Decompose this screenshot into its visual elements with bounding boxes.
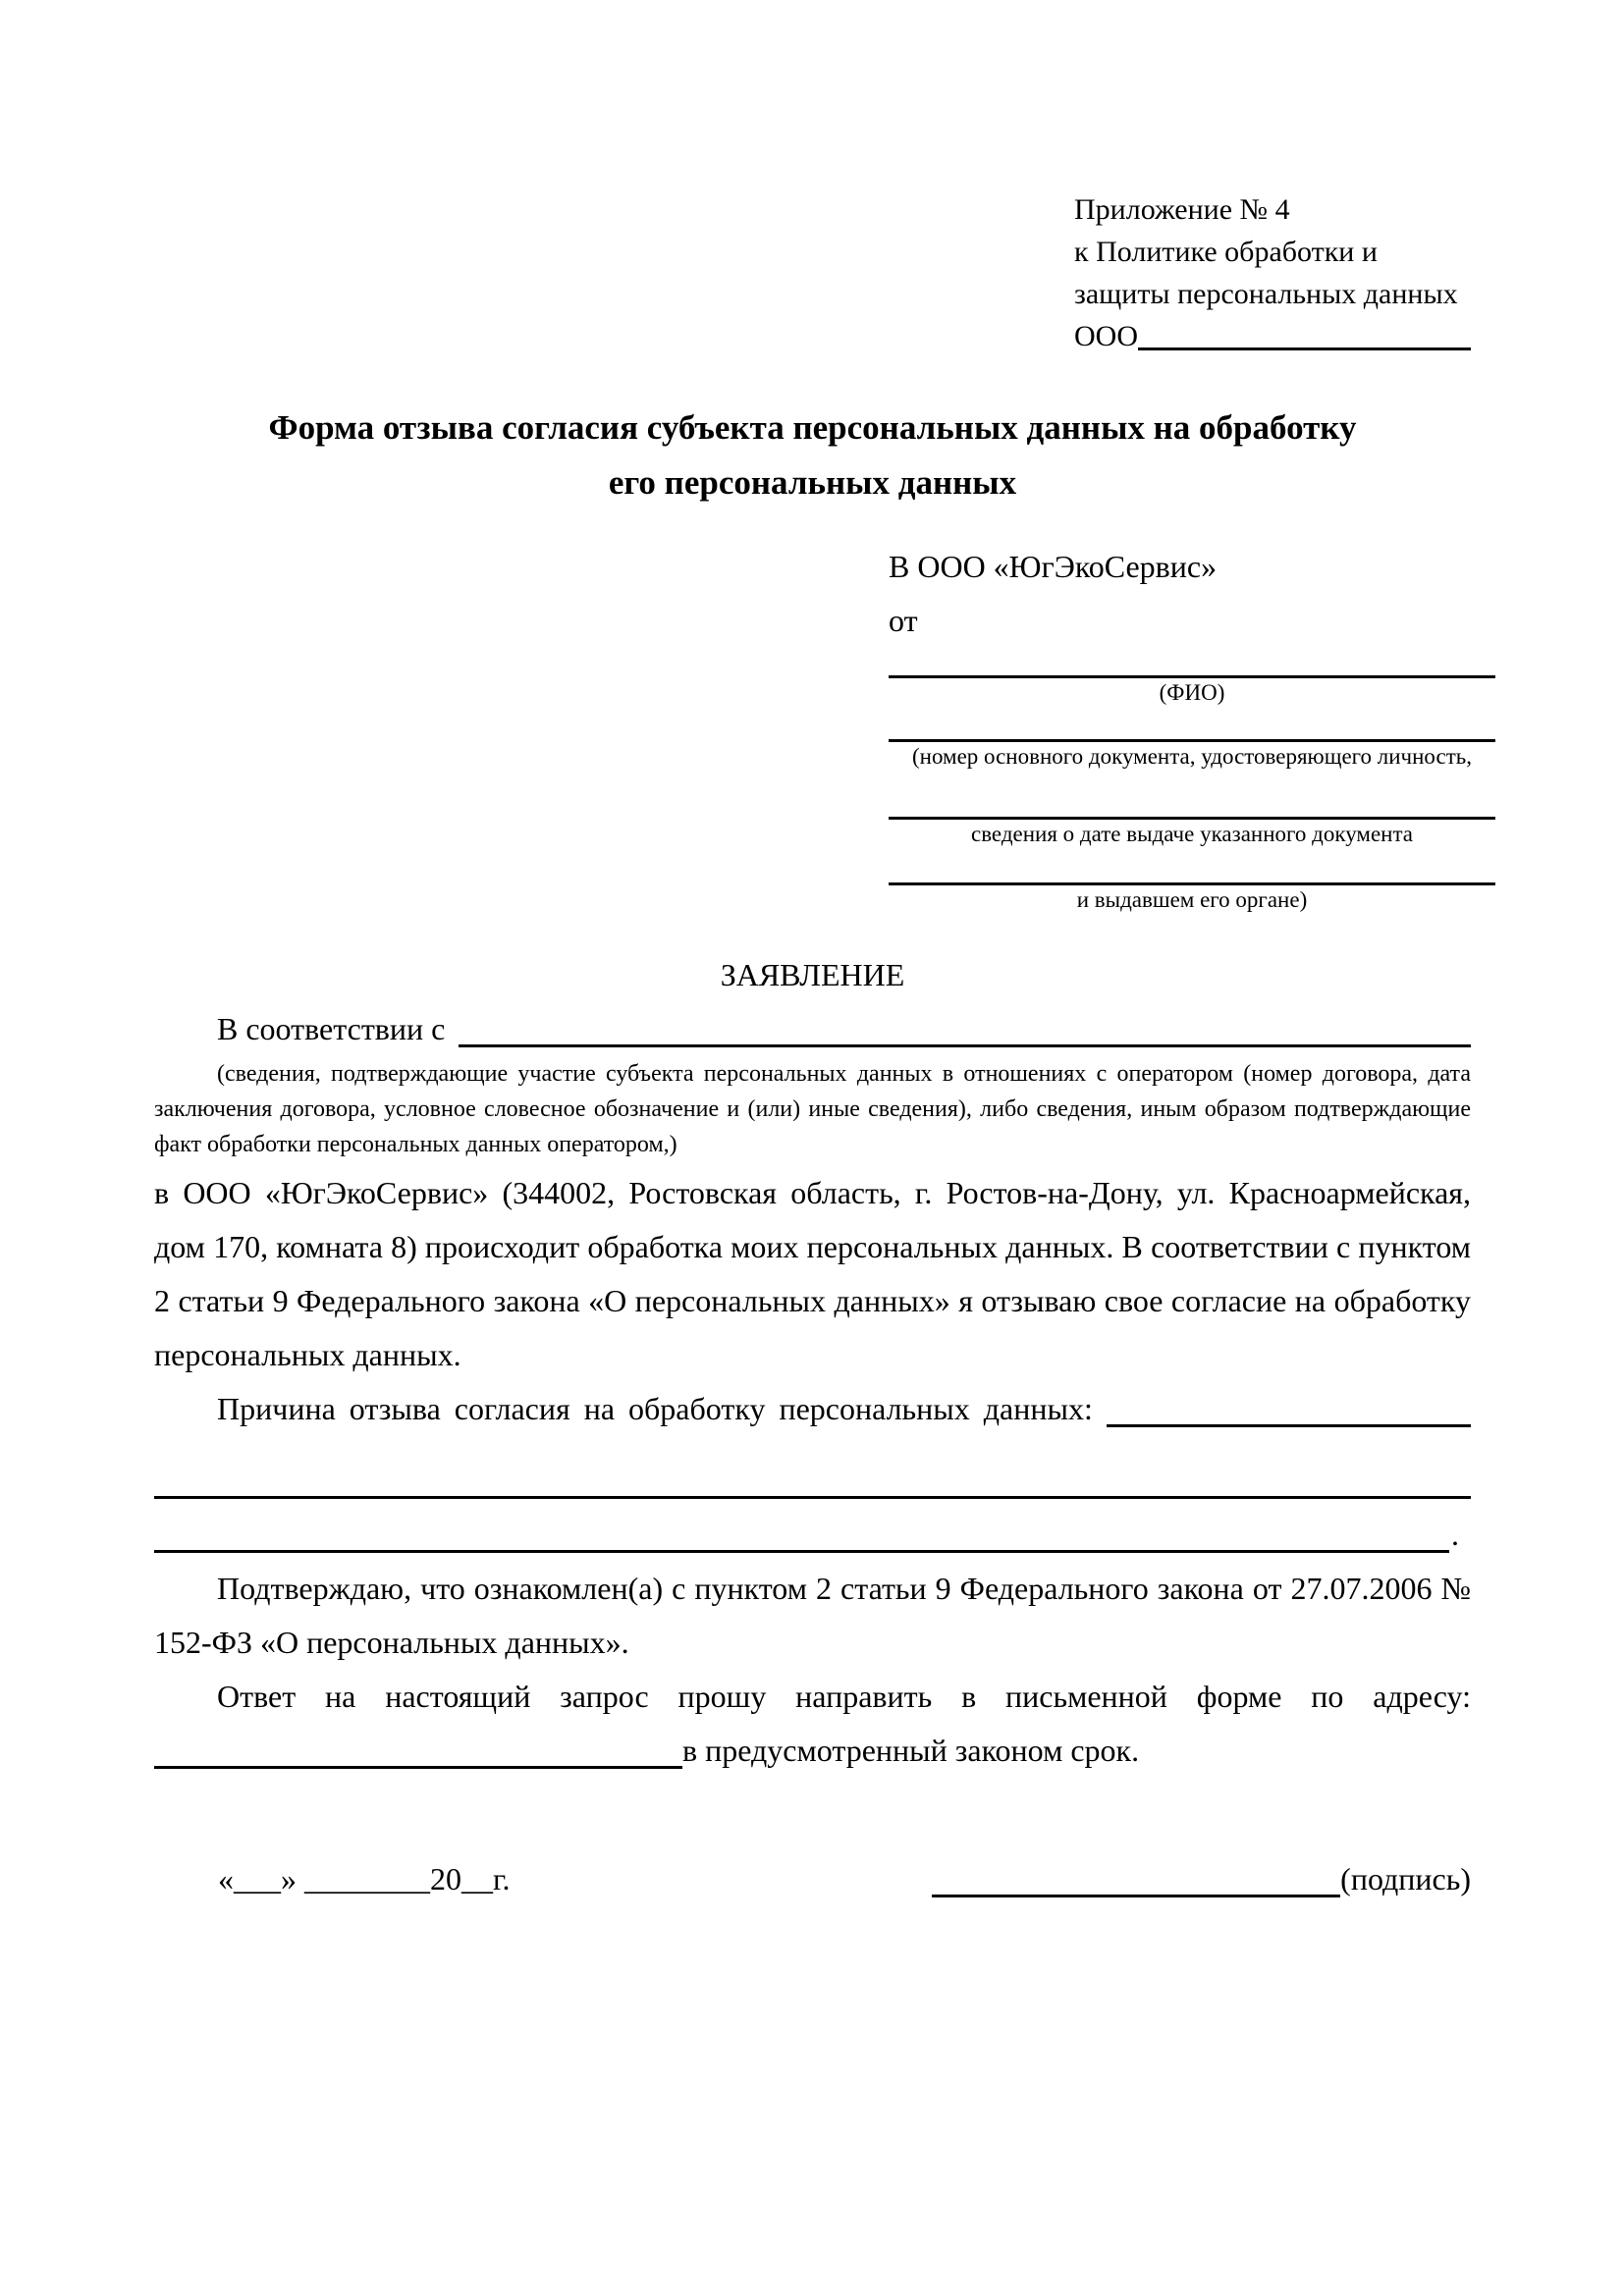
- issue-date-blank-line: [889, 779, 1495, 820]
- issue-date-hint: сведения о дате выдаче указанного документа: [970, 822, 1414, 846]
- footer: [154, 1852, 1471, 1906]
- document-number-hint: (номер основного документа, удостоверяющего личность,: [911, 744, 1472, 769]
- reason-blank-row-2: [154, 1454, 1471, 1508]
- intro-footnote: (сведения, подтверждающие участие субъекта персональных данных в отношениях с оператором (номер договора, дата заключения договора, условное словесное обозначение и (или) иные сведения), либо сведения, иным образом подтверждающие факт обработки персональных данных оператором,): [154, 1061, 1471, 1157]
- addressee-to-line: В ООО «ЮгЭкоСервис»: [889, 549, 1218, 584]
- signature-area: [932, 1852, 1471, 1906]
- reason-gap: [1093, 1382, 1107, 1436]
- reason-prefix: Причина отзыва согласия на обработку персональных данных:: [217, 1391, 1093, 1426]
- addressee-block: [889, 540, 1495, 923]
- reason-line: [154, 1382, 1471, 1436]
- reason-period: .: [1451, 1517, 1459, 1552]
- fio-hint: (ФИО): [1159, 680, 1225, 705]
- reply-suffix: в предусмотренный законом срок.: [682, 1733, 1140, 1768]
- intro-blank-line: [459, 1002, 1471, 1047]
- fio-blank-line: [889, 648, 1495, 678]
- addressee-from-label: от: [889, 603, 918, 638]
- reply-request-paragraph: Ответ на настоящий запрос прошу направить в письменной форме по адресу:: [217, 1679, 1471, 1714]
- issuer-hint: и выдавшем его органе): [1076, 887, 1308, 912]
- reason-blank-line-3: [154, 1508, 1449, 1553]
- page-title: [154, 400, 1471, 510]
- body-paragraph: в ООО «ЮгЭкоСервис» (344002, Ростовская область, г. Ростов-на-Дону, ул. Красноармейская, дом 170, комната 8) происходит обработка моих персональных данных. В соответствии с пунктом 2 статьи 9 Федерального закона «О персональных данных» я отзываю свое согласие на обработку персональных данных.: [154, 1175, 1471, 1372]
- appendix-company-line: [1074, 315, 1471, 357]
- reply-address-blank-line: [154, 1724, 682, 1769]
- reason-blank-row-3: [154, 1508, 1471, 1562]
- company-blank-line: [1138, 315, 1471, 350]
- signature-blank-line: [932, 1852, 1340, 1897]
- confirmation-paragraph: Подтверждаю, что ознакомлен(а) с пунктом 2 статьи 9 Федерального закона от 27.07.2006 № 152-ФЗ «О персональных данных».: [154, 1571, 1471, 1660]
- intro-prefix: В соответствии с: [217, 1011, 446, 1046]
- reply-address-line: [154, 1724, 1471, 1778]
- page-title-line-1: Форма отзыва согласия субъекта персональных данных на обработку: [268, 408, 1357, 447]
- appendix-line-1: Приложение № 4: [1074, 193, 1290, 226]
- statement-heading: ЗАЯВЛЕНИЕ: [720, 957, 905, 992]
- reason-blank-line-2: [154, 1454, 1471, 1499]
- company-prefix: ООО: [1074, 320, 1138, 352]
- appendix-block: [1074, 188, 1471, 357]
- signature-hint: (подпись): [1340, 1861, 1471, 1896]
- reason-blank-line-1: [1107, 1382, 1471, 1427]
- date-line: «___» ________20__г.: [218, 1861, 511, 1896]
- document-number-blank-line: [889, 716, 1495, 742]
- appendix-line-3: защиты персональных данных: [1074, 278, 1458, 310]
- page-title-line-2: его персональных данных: [608, 463, 1017, 502]
- intro-line: [154, 1002, 1471, 1056]
- appendix-line-2: к Политике обработки и: [1074, 236, 1378, 268]
- intro-gap: [445, 1002, 459, 1056]
- issuer-blank-line: [889, 857, 1495, 885]
